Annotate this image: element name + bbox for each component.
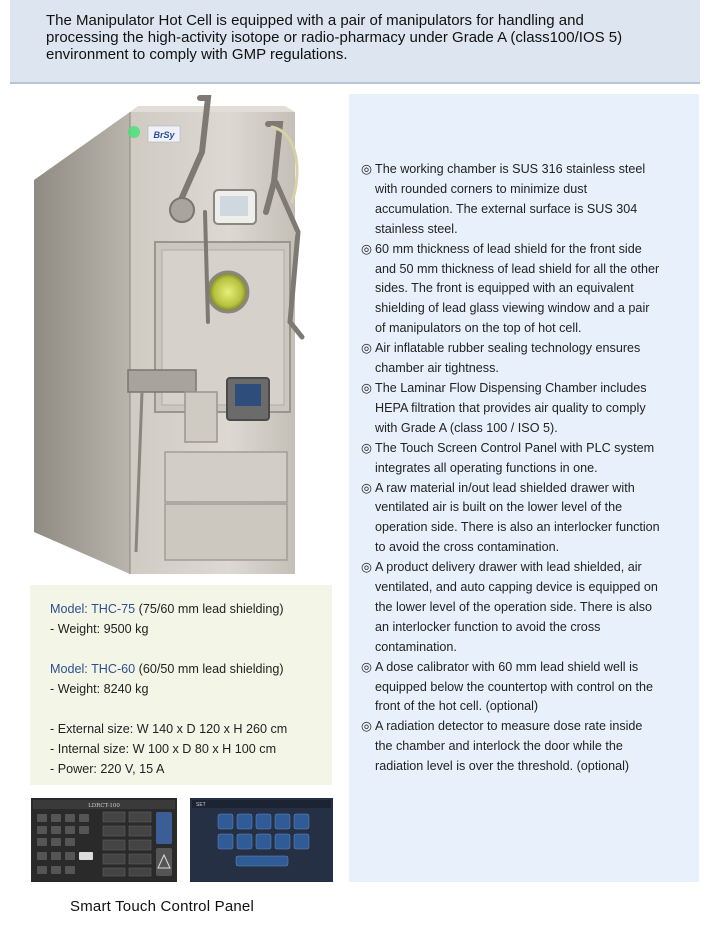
feature-line (361, 379, 699, 399)
feature-line (361, 498, 699, 518)
feature-line (361, 578, 699, 598)
intro-line: processing the high-activity isotope or radio-pharmacy under Grade A (class100/IOS 5) (46, 29, 623, 46)
bullet-icon: ◎ (361, 560, 372, 575)
feature-line (361, 737, 699, 757)
viewing-window (208, 272, 248, 312)
feature-line (361, 200, 699, 220)
feature-line (361, 339, 699, 359)
countertop-tray (128, 370, 196, 392)
feature-text: The Touch Screen Control Panel with PLC system (375, 440, 655, 455)
feature-text: accumulation. The external surface is SUS 304 (375, 201, 638, 216)
feature-text: HEPA filtration that provides air quality to comply (375, 400, 646, 415)
feature-text: Air inflatable rubber sealing technology ensures (375, 341, 641, 356)
feature-line (361, 240, 699, 260)
features-list (349, 94, 699, 777)
feature-text: ventilated air is built on the lower level of the (375, 500, 623, 515)
drawer-door (185, 392, 217, 442)
bullet-icon: ◎ (361, 719, 372, 734)
power-spec: - Power: 220 V, 15 A (50, 762, 165, 776)
feature-text: front of the hot cell. (optional) (375, 699, 539, 714)
feature-line (361, 518, 699, 538)
status-light (128, 126, 140, 138)
bullet-icon: ◎ (361, 380, 372, 395)
feature-text: shielding of lead glass viewing window and a pair (375, 301, 650, 316)
lower-cabinet (165, 504, 287, 560)
feature-text: to avoid the cross contamination. (375, 540, 560, 555)
touch-panel-screen-main (31, 798, 177, 882)
weight-thc60: - Weight: 8240 kg (50, 682, 149, 696)
brand-logo (148, 126, 180, 142)
feature-text: integrates all operating functions in one. (375, 460, 598, 475)
feature-line (361, 479, 699, 499)
feature-line (361, 439, 699, 459)
svg-text:LDRCT-100: LDRCT-100 (88, 803, 120, 809)
feature-line (361, 598, 699, 618)
bullet-icon: ◎ (361, 162, 372, 176)
control-panel-caption: Smart Touch Control Panel (70, 898, 254, 915)
feature-line (361, 558, 699, 578)
model-desc: (60/50 mm lead shielding) (135, 662, 284, 676)
feature-line (361, 717, 699, 737)
internal-size: - Internal size: W 100 x D 80 x H 100 cm (50, 742, 277, 756)
feature-text: stainless steel. (375, 221, 458, 236)
svg-text:SET: SET (196, 802, 206, 808)
feature-text: A dose calibrator with 60 mm lead shield well is (375, 659, 639, 674)
feature-line (361, 538, 699, 558)
feature-line (361, 678, 699, 698)
feature-text: with rounded corners to minimize dust (375, 181, 588, 196)
model-label: Model: THC-75 (50, 602, 136, 616)
feature-text: operation side. There is also an interlocker function (375, 520, 660, 535)
feature-text: radiation level is over the threshold. (optional) (375, 759, 630, 774)
model-label: Model: THC-60 (50, 662, 136, 676)
model-desc: (75/60 mm lead shielding) (135, 602, 284, 616)
feature-text: of manipulators on the top of hot cell. (375, 321, 582, 336)
lower-drawer (165, 452, 287, 502)
tablet-screen (214, 190, 256, 224)
feature-line (361, 618, 699, 638)
feature-text: chamber air tightness. (375, 361, 499, 376)
features-panel (349, 94, 699, 882)
model-thc60 (50, 659, 332, 679)
external-size: - External size: W 140 x D 120 x H 260 cm (50, 722, 288, 736)
feature-text: with Grade A (class 100 / ISO 5). (375, 420, 558, 435)
feature-line (361, 638, 699, 658)
feature-line (361, 757, 699, 777)
feature-text: sides. The front is equipped with an equivalent (375, 281, 634, 296)
feature-text: an interlocker function to avoid the cross (375, 619, 601, 634)
touch-panel-screen-set (190, 798, 333, 882)
feature-line (361, 160, 699, 180)
feature-line (361, 180, 699, 200)
feature-line (361, 279, 699, 299)
bullet-icon: ◎ (361, 241, 372, 256)
feature-line (361, 399, 699, 419)
feature-text: ventilated, and auto capping device is equipped on (375, 580, 658, 595)
feature-line (361, 419, 699, 439)
feature-text: contamination. (375, 639, 457, 654)
bullet-icon: ◎ (361, 341, 372, 356)
hot-cell-image (30, 92, 335, 582)
feature-line (361, 697, 699, 717)
bullet-icon: ◎ (361, 440, 372, 455)
intro-banner (10, 0, 700, 84)
feature-text: the chamber and interlock the door while the (375, 739, 623, 754)
feature-line (361, 260, 699, 280)
feature-line (361, 359, 699, 379)
intro-line: The Manipulator Hot Cell is equipped with a pair of manipulators for handling and (46, 12, 584, 29)
feature-text: A radiation detector to measure dose rate inside (375, 719, 643, 734)
feature-text: 60 mm thickness of lead shield for the front side (375, 241, 642, 256)
feature-line (361, 459, 699, 479)
feature-text: The Laminar Flow Dispensing Chamber includes (375, 380, 647, 395)
feature-line (361, 220, 699, 240)
bullet-icon: ◎ (361, 659, 372, 674)
intro-line: environment to comply with GMP regulations. (46, 46, 348, 63)
feature-line (361, 658, 699, 678)
feature-text: the lower level of the operation side. There is also (375, 599, 652, 614)
svg-text:BrSy: BrSy (153, 130, 175, 140)
feature-text: A product delivery drawer with lead shielded, air (375, 560, 642, 575)
weight-thc75: - Weight: 9500 kg (50, 622, 149, 636)
feature-line (361, 299, 699, 319)
feature-line (361, 319, 699, 339)
feature-text: equipped below the countertop with control on the (375, 679, 653, 694)
bullet-icon: ◎ (361, 480, 372, 495)
feature-text: and 50 mm thickness of lead shield for all the other (375, 261, 660, 276)
feature-text: A raw material in/out lead shielded drawer with (375, 480, 635, 495)
specs-box (30, 585, 332, 785)
feature-text: The working chamber is SUS 316 stainless steel (375, 162, 646, 176)
model-thc75 (50, 599, 332, 619)
